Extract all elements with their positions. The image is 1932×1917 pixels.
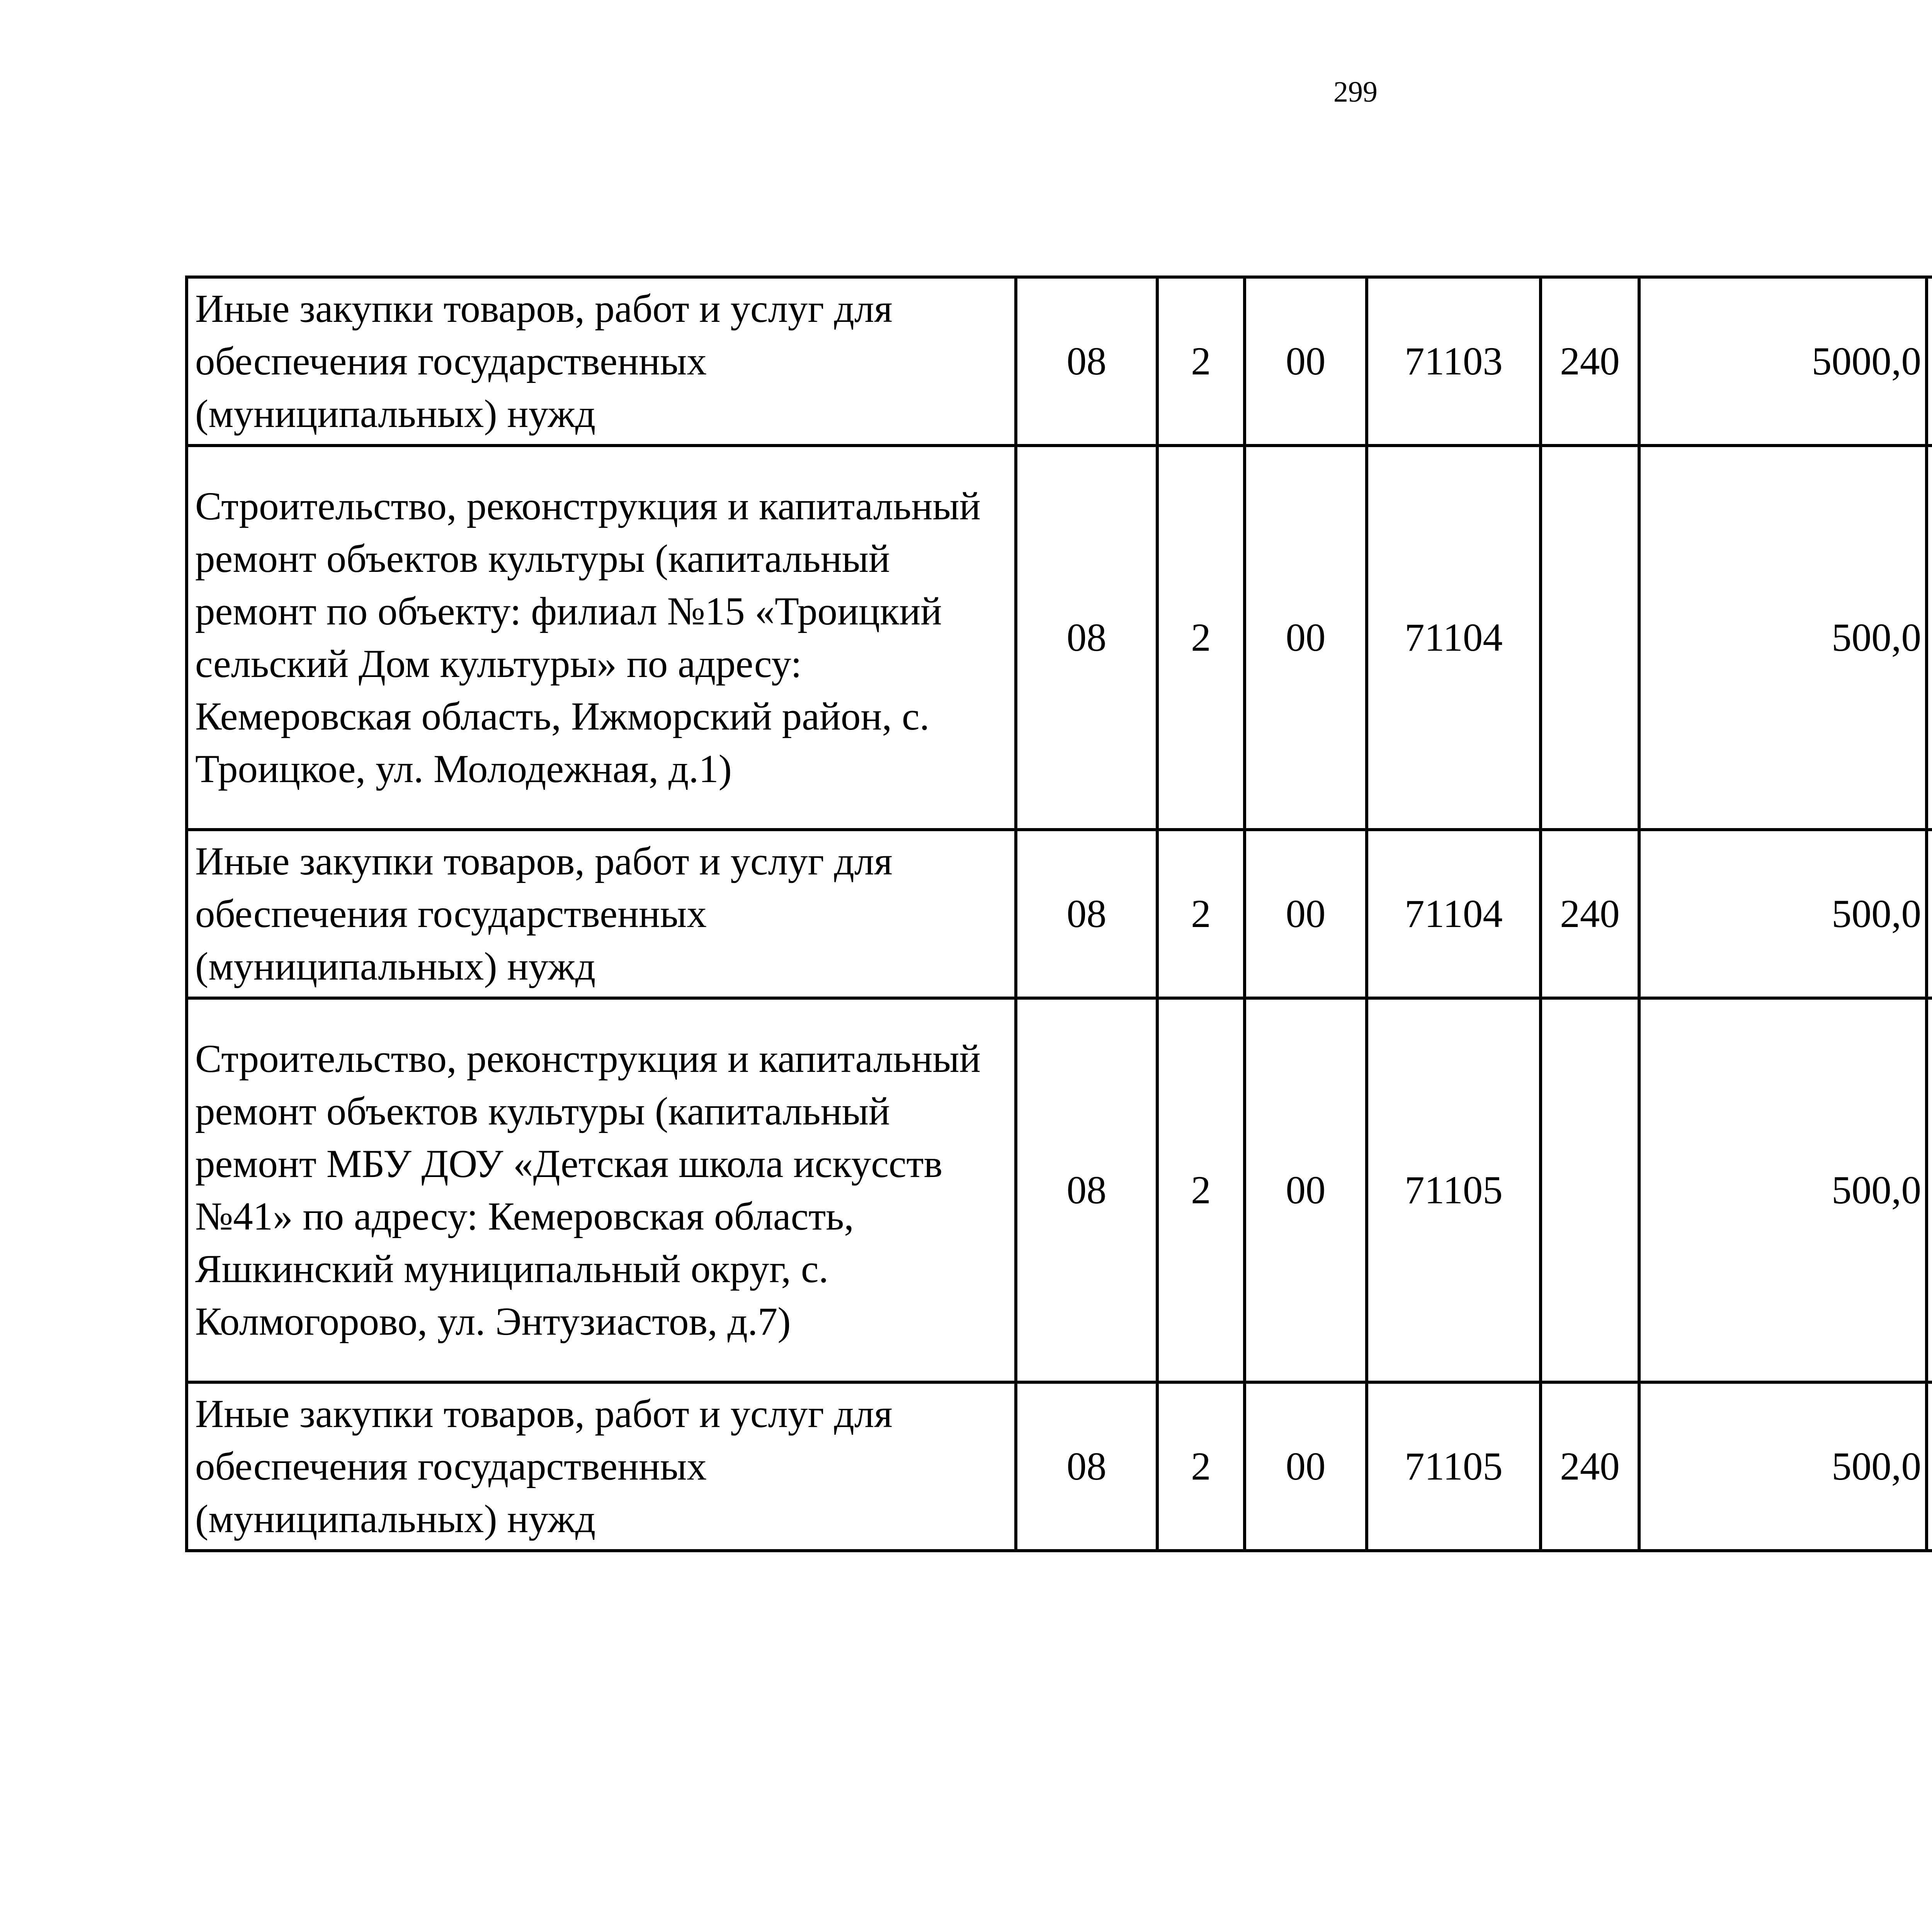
row-name: Строительство, реконструкция и капитальный ремонт объектов культуры (капитальный ремонт МБУ ДОУ «Детская школа искусств №41» по адресу: Кемеровская область, Яшкинский муниципальный округ, с. Колмогорово, ул. Энтузиастов, д.7): [187, 998, 1016, 1382]
section-code: 08: [1016, 830, 1157, 998]
table-row: [187, 998, 1932, 1382]
target-code-part3: 71105: [1367, 998, 1541, 1382]
page-number: 299: [1333, 76, 1378, 108]
empty-cell: [1927, 446, 1932, 830]
empty-cell: [1927, 1382, 1932, 1551]
expense-type-code: 240: [1541, 277, 1639, 446]
target-code-part1: 2: [1157, 998, 1245, 1382]
amount-cell: 500,0: [1639, 998, 1927, 1382]
target-code-part3: 71105: [1367, 1382, 1541, 1551]
target-code-part1: 2: [1157, 830, 1245, 998]
row-name: Иные закупки товаров, работ и услуг для обеспечения государственных (муниципальных) нужд: [187, 830, 1016, 998]
expense-type-code: [1541, 446, 1639, 830]
target-code-part2: 00: [1245, 446, 1367, 830]
target-code-part1: 2: [1157, 1382, 1245, 1551]
target-code-part3: 71104: [1367, 830, 1541, 998]
empty-cell: [1927, 830, 1932, 998]
amount-cell: 500,0: [1639, 446, 1927, 830]
section-code: 08: [1016, 446, 1157, 830]
empty-cell: [1927, 277, 1932, 446]
section-code: 08: [1016, 1382, 1157, 1551]
target-code-part1: 2: [1157, 446, 1245, 830]
amount-cell: 500,0: [1639, 830, 1927, 998]
table-row: [187, 446, 1932, 830]
section-code: 08: [1016, 277, 1157, 446]
table-row: [187, 277, 1932, 446]
section-code: 08: [1016, 998, 1157, 1382]
row-name: Строительство, реконструкция и капитальный ремонт объектов культуры (капитальный ремонт по объекту: филиал №15 «Троицкий сельский Дом культуры» по адресу: Кемеровская область, Ижморский район, с. Троицкое, ул. Молодежная, д.1): [187, 446, 1016, 830]
amount-cell: 500,0: [1639, 1382, 1927, 1551]
budget-table: [185, 276, 1932, 1552]
table-row: [187, 1382, 1932, 1551]
empty-cell: [1927, 998, 1932, 1382]
expense-type-code: 240: [1541, 1382, 1639, 1551]
target-code-part2: 00: [1245, 1382, 1367, 1551]
row-name: Иные закупки товаров, работ и услуг для обеспечения государственных (муниципальных) нужд: [187, 277, 1016, 446]
target-code-part3: 71103: [1367, 277, 1541, 446]
target-code-part2: 00: [1245, 277, 1367, 446]
row-name: Иные закупки товаров, работ и услуг для обеспечения государственных (муниципальных) нужд: [187, 1382, 1016, 1551]
expense-type-code: [1541, 998, 1639, 1382]
table-row: [187, 830, 1932, 998]
target-code-part2: 00: [1245, 998, 1367, 1382]
target-code-part1: 2: [1157, 277, 1245, 446]
target-code-part2: 00: [1245, 830, 1367, 998]
expense-type-code: 240: [1541, 830, 1639, 998]
target-code-part3: 71104: [1367, 446, 1541, 830]
amount-cell: 5000,0: [1639, 277, 1927, 446]
